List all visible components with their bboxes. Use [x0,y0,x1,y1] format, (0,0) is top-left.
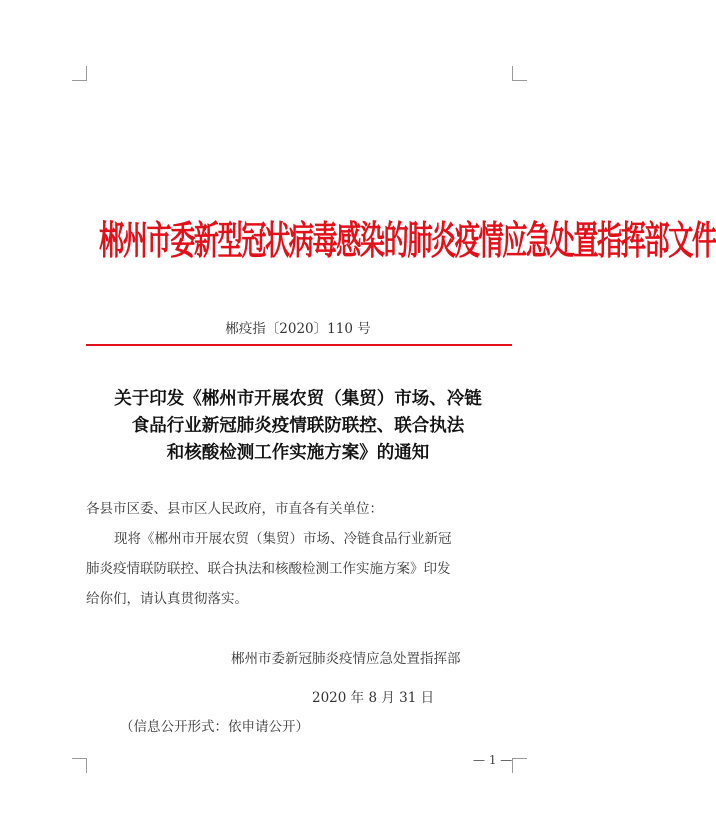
body-line-3: 给你们，请认真贯彻落实。 [86,591,248,607]
crop-mark-top-right [512,66,527,81]
crop-mark-bottom-right [512,758,527,773]
page-number: — 1 — [473,753,513,767]
issue-date: 2020 年 8 月 31 日 [312,690,435,706]
body-line-2: 肺炎疫情联防联控、联合执法和核酸检测工作实施方案》印发 [86,561,451,577]
title-line-2: 食品行业新冠肺炎疫情联防联控、联合执法 [131,416,465,436]
title-line-1: 关于印发《郴州市开展农贸（集贸）市场、冷链 [114,389,482,409]
issuer-signature: 郴州市委新冠肺炎疫情应急处置指挥部 [231,651,461,667]
crop-mark-top-left [72,66,87,81]
salutation: 各县市区委、县市区人民政府，市直各有关单位： [86,501,383,517]
body-paragraph [86,524,518,614]
document-masthead: 郴州市委新型冠状病毒感染的肺炎疫情应急处置指挥部文件 [99,219,716,265]
document-title [60,386,536,467]
body-line-1: 现将《郴州市开展农贸（集贸）市场、冷链食品行业新冠 [114,531,452,547]
document-number: 郴疫指〔2020〕110 号 [225,321,371,337]
crop-mark-bottom-left [72,758,87,773]
title-line-3: 和核酸检测工作实施方案》的通知 [166,443,430,463]
disclosure-note: （信息公开形式：依申请公开） [120,719,309,735]
red-separator-line [86,344,512,346]
